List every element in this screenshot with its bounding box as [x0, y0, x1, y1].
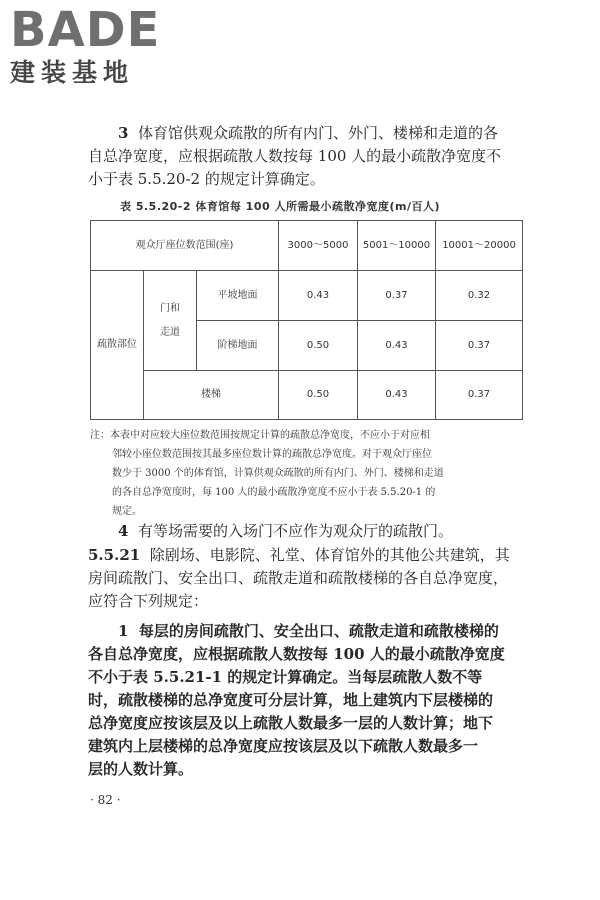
range-header: 3000～5000	[279, 221, 358, 271]
clause-1-number: 1	[118, 622, 129, 640]
note-line: 规定。	[112, 506, 142, 517]
table-header-row	[91, 221, 523, 271]
clause-4	[88, 520, 524, 543]
table-cell: 0.37	[436, 321, 523, 371]
section-number: 5.5.21	[88, 546, 141, 564]
row-label: 楼梯	[144, 371, 279, 420]
subgroup-label-line: 门和	[160, 302, 180, 314]
logo-brand-text: BADE	[10, 2, 161, 58]
clause-1-line: 各自总净宽度，应根据疏散人数按每 100 人的最小疏散净宽度	[88, 645, 505, 663]
clause-3-line: 小于表 5.5.20-2 的规定计算确定。	[88, 170, 325, 188]
table-row	[91, 371, 523, 420]
clause-1	[88, 620, 524, 781]
note-line: 的各自总净宽度时，每 100 人的最小疏散净宽度不应小于表 5.5.20-1 的	[112, 487, 436, 498]
subgroup-label-line: 走道	[160, 326, 180, 338]
section-line: 应符合下列规定：	[88, 592, 209, 610]
clause-3-line: 体育馆供观众疏散的所有内门、外门、楼梯和走道的各	[137, 124, 498, 142]
clause-1-line: 每层的房间疏散门、安全出口、疏散走道和疏散楼梯的	[138, 622, 499, 640]
table-cell: 0.43	[279, 271, 358, 321]
clause-4-text: 有等场需要的入场门不应作为观众厅的疏散门。	[137, 522, 453, 540]
section-line: 房间疏散门、安全出口、疏散走道和疏散楼梯的各自总净宽度，	[88, 569, 509, 587]
brand-logo	[10, 4, 180, 88]
table-cell: 0.43	[358, 321, 436, 371]
note-line: 邻较小座位数范围按其最多座位数计算的疏散总净宽度。对于观众厅座位	[112, 449, 432, 460]
table-cell: 0.37	[436, 371, 523, 420]
note-line: 注：本表中对应较大座位数范围按规定计算的疏散总净宽度，不应小于对应相	[90, 430, 430, 441]
clause-3-line: 自总净宽度，应根据疏散人数按每 100 人的最小疏散净宽度不	[88, 147, 502, 165]
subgroup-label	[144, 271, 197, 371]
table-cell: 0.43	[358, 371, 436, 420]
row-label: 阶梯地面	[197, 321, 279, 371]
section-line: 除剧场、电影院、礼堂、体育馆外的其他公共建筑，其	[149, 546, 510, 564]
evacuation-width-table	[90, 220, 523, 420]
note-line: 数少于 3000 个的体育馆，计算供观众疏散的所有内门、外门、楼梯和走道	[112, 468, 444, 479]
clause-1-line: 不小于表 5.5.21-1 的规定计算确定。当每层疏散人数不等	[88, 668, 483, 686]
group-label: 疏散部位	[91, 271, 144, 420]
clause-1-line: 时，疏散楼梯的总净宽度可分层计算，地上建筑内下层楼梯的	[88, 691, 494, 709]
section-5-5-21	[88, 544, 524, 613]
range-header: 5001～10000	[358, 221, 436, 271]
clause-1-line: 建筑内上层楼梯的总净宽度应按该层及以下疏散人数最多一	[88, 737, 479, 755]
clause-1-line: 层的人数计算。	[88, 760, 194, 778]
table-cell: 0.50	[279, 371, 358, 420]
table-cell: 0.50	[279, 321, 358, 371]
row-label: 平坡地面	[197, 271, 279, 321]
logo-subtitle: 建装基地	[10, 58, 135, 87]
table-note	[90, 426, 522, 521]
clause-4-number: 4	[118, 522, 129, 540]
header-label: 观众厅座位数范围(座)	[91, 221, 279, 271]
clause-3	[88, 122, 524, 191]
table-cell: 0.32	[436, 271, 523, 321]
clause-1-line: 总净宽度应按该层及以上疏散人数最多一层的人数计算；地下	[88, 714, 494, 732]
range-header: 10001～20000	[436, 221, 523, 271]
clause-3-number: 3	[118, 124, 129, 142]
table-caption: 表 5.5.20-2 体育馆每 100 人所需最小疏散净宽度(m/百人)	[120, 200, 441, 213]
page-number: · 82 ·	[90, 793, 121, 807]
table-row	[91, 271, 523, 321]
table-cell: 0.37	[358, 271, 436, 321]
